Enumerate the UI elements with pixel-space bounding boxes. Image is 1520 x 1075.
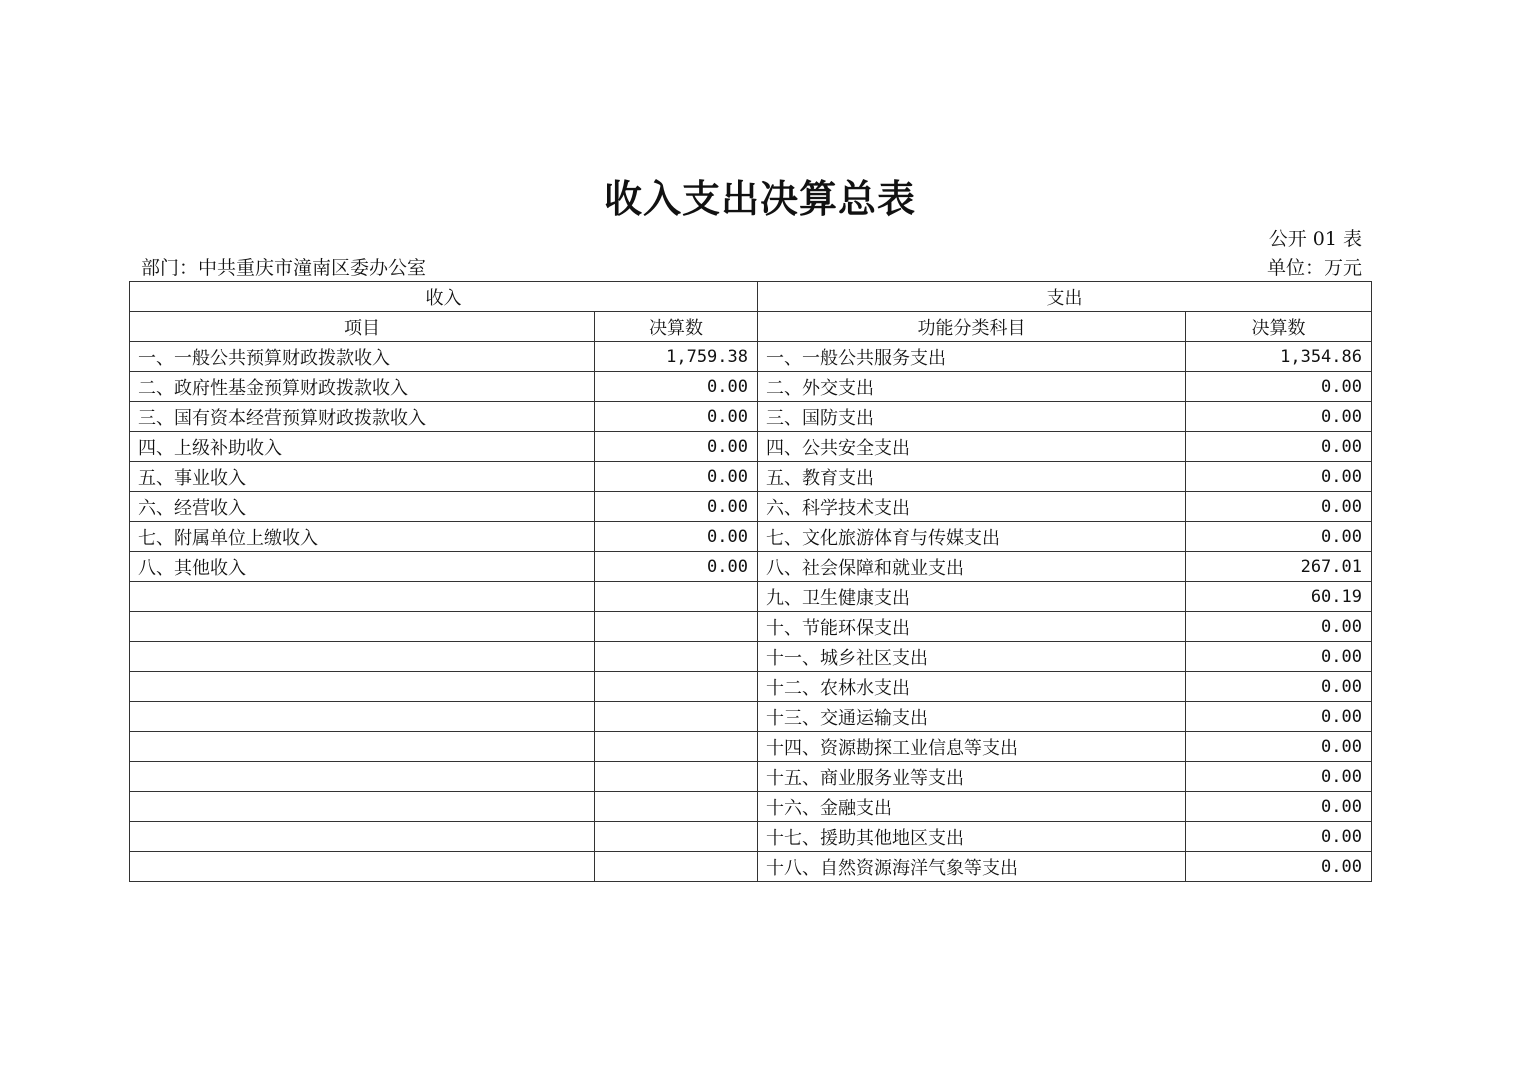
income-amount-cell: 0.00 xyxy=(595,492,758,522)
column-header-expense-amount: 决算数 xyxy=(1186,312,1372,342)
income-amount-cell xyxy=(595,822,758,852)
table-row xyxy=(130,852,1372,882)
income-amount-cell: 0.00 xyxy=(595,522,758,552)
table-number: 公开 01 表 xyxy=(1268,228,1362,250)
income-amount-cell xyxy=(595,642,758,672)
expense-item-cell: 十三、交通运输支出 xyxy=(758,702,1186,732)
expense-item-cell: 四、公共安全支出 xyxy=(758,432,1186,462)
income-amount-cell xyxy=(595,792,758,822)
expense-item-cell: 五、教育支出 xyxy=(758,462,1186,492)
table-row xyxy=(130,522,1372,552)
income-item-cell xyxy=(130,732,595,762)
expense-amount-cell: 0.00 xyxy=(1186,462,1372,492)
expense-item-cell: 十八、自然资源海洋气象等支出 xyxy=(758,852,1186,882)
table-row xyxy=(130,672,1372,702)
income-item-cell xyxy=(130,612,595,642)
income-item-cell xyxy=(130,672,595,702)
expense-item-cell: 十六、金融支出 xyxy=(758,792,1186,822)
income-item-cell: 三、国有资本经营预算财政拨款收入 xyxy=(130,402,595,432)
income-item-cell: 八、其他收入 xyxy=(130,552,595,582)
table-row xyxy=(130,642,1372,672)
income-item-cell xyxy=(130,792,595,822)
table-row xyxy=(130,492,1372,522)
table-row xyxy=(130,822,1372,852)
income-amount-cell: 0.00 xyxy=(595,462,758,492)
income-amount-cell: 0.00 xyxy=(595,432,758,462)
expense-item-cell: 十七、援助其他地区支出 xyxy=(758,822,1186,852)
expense-item-cell: 九、卫生健康支出 xyxy=(758,582,1186,612)
expense-item-cell: 三、国防支出 xyxy=(758,402,1186,432)
expense-item-cell: 十五、商业服务业等支出 xyxy=(758,762,1186,792)
income-item-cell: 一、一般公共预算财政拨款收入 xyxy=(130,342,595,372)
expense-amount-cell: 1,354.86 xyxy=(1186,342,1372,372)
column-header-function: 功能分类科目 xyxy=(758,312,1186,342)
table-row xyxy=(130,582,1372,612)
table-row xyxy=(130,462,1372,492)
income-amount-cell: 1,759.38 xyxy=(595,342,758,372)
income-amount-cell xyxy=(595,672,758,702)
expense-item-cell: 六、科学技术支出 xyxy=(758,492,1186,522)
expense-amount-cell: 267.01 xyxy=(1186,552,1372,582)
income-item-cell: 二、政府性基金预算财政拨款收入 xyxy=(130,372,595,402)
expense-item-cell: 八、社会保障和就业支出 xyxy=(758,552,1186,582)
income-amount-cell xyxy=(595,732,758,762)
expense-amount-cell: 0.00 xyxy=(1186,702,1372,732)
income-amount-cell xyxy=(595,762,758,792)
income-item-cell xyxy=(130,852,595,882)
income-amount-cell xyxy=(595,582,758,612)
income-amount-cell: 0.00 xyxy=(595,372,758,402)
table-row xyxy=(130,702,1372,732)
unit-label: 单位：万元 xyxy=(1266,257,1362,279)
table-row xyxy=(130,792,1372,822)
expense-amount-cell: 0.00 xyxy=(1186,642,1372,672)
expense-amount-cell: 0.00 xyxy=(1186,732,1372,762)
department-label: 部门：中共重庆市潼南区委办公室 xyxy=(141,257,427,279)
budget-summary-table xyxy=(129,281,1372,882)
income-item-cell xyxy=(130,822,595,852)
expense-amount-cell: 0.00 xyxy=(1186,822,1372,852)
income-item-cell: 七、附属单位上缴收入 xyxy=(130,522,595,552)
expense-item-cell: 二、外交支出 xyxy=(758,372,1186,402)
expense-item-cell: 一、一般公共服务支出 xyxy=(758,342,1186,372)
table-row xyxy=(130,372,1372,402)
income-item-cell xyxy=(130,582,595,612)
income-amount-cell: 0.00 xyxy=(595,552,758,582)
income-item-cell: 四、上级补助收入 xyxy=(130,432,595,462)
expense-amount-cell: 0.00 xyxy=(1186,522,1372,552)
expense-item-cell: 十四、资源勘探工业信息等支出 xyxy=(758,732,1186,762)
column-header-row xyxy=(130,312,1372,342)
expense-amount-cell: 0.00 xyxy=(1186,372,1372,402)
table-body xyxy=(130,282,1372,882)
expense-amount-cell: 0.00 xyxy=(1186,672,1372,702)
table-row xyxy=(130,342,1372,372)
table-row xyxy=(130,762,1372,792)
expense-section-header: 支出 xyxy=(758,282,1372,312)
table-row xyxy=(130,552,1372,582)
expense-amount-cell: 0.00 xyxy=(1186,852,1372,882)
expense-amount-cell: 0.00 xyxy=(1186,612,1372,642)
table-row xyxy=(130,732,1372,762)
table-row xyxy=(130,402,1372,432)
expense-item-cell: 十二、农林水支出 xyxy=(758,672,1186,702)
income-amount-cell xyxy=(595,612,758,642)
expense-amount-cell: 0.00 xyxy=(1186,762,1372,792)
expense-item-cell: 十一、城乡社区支出 xyxy=(758,642,1186,672)
income-amount-cell xyxy=(595,702,758,732)
income-section-header: 收入 xyxy=(130,282,758,312)
income-item-cell xyxy=(130,702,595,732)
column-header-item: 项目 xyxy=(130,312,595,342)
income-amount-cell xyxy=(595,852,758,882)
expense-amount-cell: 0.00 xyxy=(1186,792,1372,822)
income-item-cell xyxy=(130,762,595,792)
table-row xyxy=(130,612,1372,642)
table-row xyxy=(130,432,1372,462)
income-item-cell: 六、经营收入 xyxy=(130,492,595,522)
column-header-income-amount: 决算数 xyxy=(595,312,758,342)
page-title: 收入支出决算总表 xyxy=(603,176,916,221)
expense-amount-cell: 0.00 xyxy=(1186,402,1372,432)
income-amount-cell: 0.00 xyxy=(595,402,758,432)
expense-item-cell: 十、节能环保支出 xyxy=(758,612,1186,642)
section-header-row xyxy=(130,282,1372,312)
expense-amount-cell: 0.00 xyxy=(1186,492,1372,522)
expense-amount-cell: 60.19 xyxy=(1186,582,1372,612)
income-item-cell: 五、事业收入 xyxy=(130,462,595,492)
income-item-cell xyxy=(130,642,595,672)
expense-item-cell: 七、文化旅游体育与传媒支出 xyxy=(758,522,1186,552)
expense-amount-cell: 0.00 xyxy=(1186,432,1372,462)
